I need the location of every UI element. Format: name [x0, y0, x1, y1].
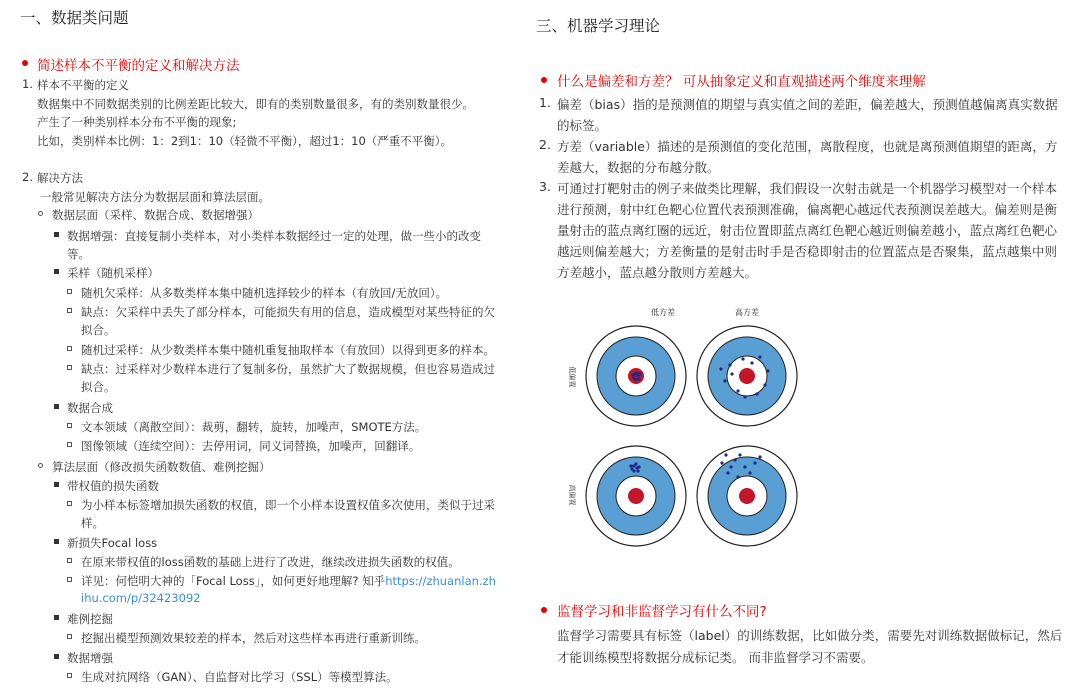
- list-number: 3.: [539, 179, 551, 194]
- list-item-cont: 样。: [81, 516, 104, 530]
- hollow-square-bullet-icon: [67, 442, 72, 447]
- list-item: 数据层面（采样、数据合成、数据增强）: [52, 208, 259, 222]
- list-number: 1.: [22, 77, 33, 91]
- list-number: 1.: [539, 95, 551, 110]
- paragraph: 数据集中不同数据类别的比例差距比较大，即有的类别数量很多，有的类别数量很少。: [37, 97, 474, 111]
- target-low-bias-high-variance: [697, 326, 797, 426]
- list-item-cont: 等。: [67, 247, 90, 261]
- zhihu-link[interactable]: https://zhuanlan.zh: [385, 574, 496, 588]
- list-item: 数据增强：直接复制小类样本，对小类样本数据经过一定的处理，做一些小的改变: [67, 229, 481, 243]
- target-high-bias-low-variance: [586, 446, 686, 546]
- hollow-square-bullet-icon: [67, 308, 72, 313]
- hollow-square-bullet-icon: [67, 577, 72, 582]
- paragraph: 进行预测，射中红色靶心位置代表预测准确，偏离靶心越远代表预测误差越大。偏差则是衡: [557, 202, 1058, 217]
- bias-variance-target-figure: [560, 295, 820, 575]
- hollow-square-bullet-icon: [67, 289, 72, 294]
- paragraph: 才能训练模型将数据分成标记类。 而非监督学习不需要。: [557, 650, 874, 665]
- list-item: 数据增强: [67, 651, 113, 665]
- paragraph: 差越大，数据的分布越分散。: [557, 160, 720, 175]
- list-item: 缺点：过采样对少数样本进行了复制多份，虽然扩大了数据规模，但也容易造成过: [81, 362, 495, 376]
- paragraph: 可通过打靶射击的例子来做类比理解，我们假设一次射击就是一个机器学习模型对一个样本: [557, 181, 1058, 196]
- hollow-square-bullet-icon: [67, 423, 72, 428]
- list-item: 随机过采样：从少数类样本集中随机重复抽取样本（有放回）以得到更多的样本。: [81, 343, 495, 357]
- list-item: 生成对抗网络（GAN）、自监督对比学习（SSL）等模型算法。: [81, 670, 398, 684]
- square-bullet-icon: [54, 269, 59, 274]
- list-item: 带权值的损失函数: [67, 479, 159, 493]
- list-item: 采样（随机采样）: [67, 266, 159, 280]
- square-bullet-icon: [54, 404, 59, 409]
- high-bias-label: 高偏置: [568, 484, 576, 506]
- list-item: 在原来带权值的loss函数的基础上进行了改进，继续改进损失函数的权值。: [81, 555, 460, 569]
- red-bullet: [541, 77, 547, 83]
- list-item: 文本领域（离散空间）：裁剪，翻转，旋转，加噪声，SMOTE方法。: [81, 420, 427, 434]
- low-bias-label: 低偏置: [568, 366, 576, 388]
- list-item: 随机欠采样：从多数类样本集中随机选择较少的样本（有放回/无放回）。: [81, 286, 448, 300]
- paragraph: 方差越小，蓝点越分散则方差越大。: [557, 265, 758, 280]
- square-bullet-icon: [54, 615, 59, 620]
- list-item: 新损失Focal loss: [67, 536, 158, 550]
- hollow-square-bullet-icon: [67, 634, 72, 639]
- list-label: 样本不平衡的定义: [37, 78, 129, 92]
- red-bullet: [541, 607, 547, 613]
- target-high-bias-high-variance: [697, 446, 797, 546]
- paragraph: 越远则偏差越大；方差衡量的是射击时手是否稳即射击的位置蓝点是否聚集，蓝点越集中则: [557, 244, 1058, 259]
- question-title: 监督学习和非监督学习有什么不同?: [557, 604, 767, 620]
- zhihu-link-cont[interactable]: ihu.com/p/32423092: [81, 591, 201, 605]
- red-bullet: [22, 60, 28, 66]
- list-item: 缺点：欠采样中丢失了部分样本，可能损失有用的信息，造成模型对某些特征的欠: [81, 305, 495, 319]
- question-title: 简述样本不平衡的定义和解决方法: [37, 58, 240, 74]
- list-label: 解决方法: [37, 171, 83, 185]
- list-item: 挖掘出模型预测效果较差的样本，然后对这些样本再进行重新训练。: [81, 631, 426, 645]
- list-number: 2.: [539, 137, 551, 152]
- square-bullet-icon: [54, 654, 59, 659]
- square-bullet-icon: [54, 539, 59, 544]
- section-title: 三、机器学习理论: [536, 17, 661, 35]
- hollow-square-bullet-icon: [67, 365, 72, 370]
- hollow-square-bullet-icon: [67, 501, 72, 506]
- target-low-bias-low-variance: [586, 326, 686, 426]
- circle-bullet-icon: [38, 463, 43, 468]
- paragraph: 偏差（bias）指的是预测值的期望与真实值之间的差距，偏差越大，预测值越偏离真实数据: [557, 97, 1058, 112]
- paragraph: 方差（variable）描述的是预测值的变化范围，离散程度，也就是离预测值期望的距离，方: [557, 139, 1058, 154]
- paragraph: 量射击的蓝点离红圈的远近，射击位置即蓝点离红色靶心越近则偏差越小，蓝点离红色靶心: [557, 223, 1058, 238]
- list-number: 2.: [22, 170, 33, 184]
- paragraph: 一般常见解决方法分为数据层面和算法层面。: [40, 190, 270, 204]
- paragraph: 监督学习需要具有标签（label）的训练数据，比如做分类，需要先对训练数据做标记，然后: [557, 628, 1063, 643]
- list-item-cont: 拟合。: [81, 380, 116, 394]
- list-item-cont: 拟合。: [81, 323, 116, 337]
- circle-bullet-icon: [38, 211, 43, 216]
- paragraph: 比如，类别样本比例：1：2到1：10（轻微不平衡），超过1：10（严重不平衡）。: [37, 134, 453, 148]
- square-bullet-icon: [54, 482, 59, 487]
- list-item: 图像领域（连续空间）：去停用词，同义词替换，加噪声，回翻译。: [81, 439, 421, 453]
- list-item: 难例挖掘: [67, 612, 113, 626]
- low-variance-label: 低方差: [651, 308, 675, 317]
- square-bullet-icon: [54, 232, 59, 237]
- hollow-square-bullet-icon: [67, 558, 72, 563]
- focal-detail-text: 详见：何恺明大神的「Focal Loss」，如何更好地理解? 知乎: [81, 574, 386, 588]
- hollow-square-bullet-icon: [67, 346, 72, 351]
- list-item: 为小样本标签增加损失函数的权值，即一个小样本设置权值多次使用，类似于过采: [81, 498, 495, 512]
- paragraph: 的标签。: [557, 118, 608, 133]
- list-item: 算法层面（修改损失函数数值、难例挖掘）: [52, 460, 271, 474]
- list-item: [81, 573, 496, 589]
- paragraph: 产生了一种类别样本分布不平衡的现象;: [37, 115, 237, 129]
- hollow-square-bullet-icon: [67, 673, 72, 678]
- high-variance-label: 高方差: [735, 308, 759, 317]
- list-item: 数据合成: [67, 401, 113, 415]
- question-title: 什么是偏差和方差？ 可从抽象定义和直观描述两个维度来理解: [557, 74, 926, 90]
- section-title: 一、数据类问题: [20, 9, 129, 27]
